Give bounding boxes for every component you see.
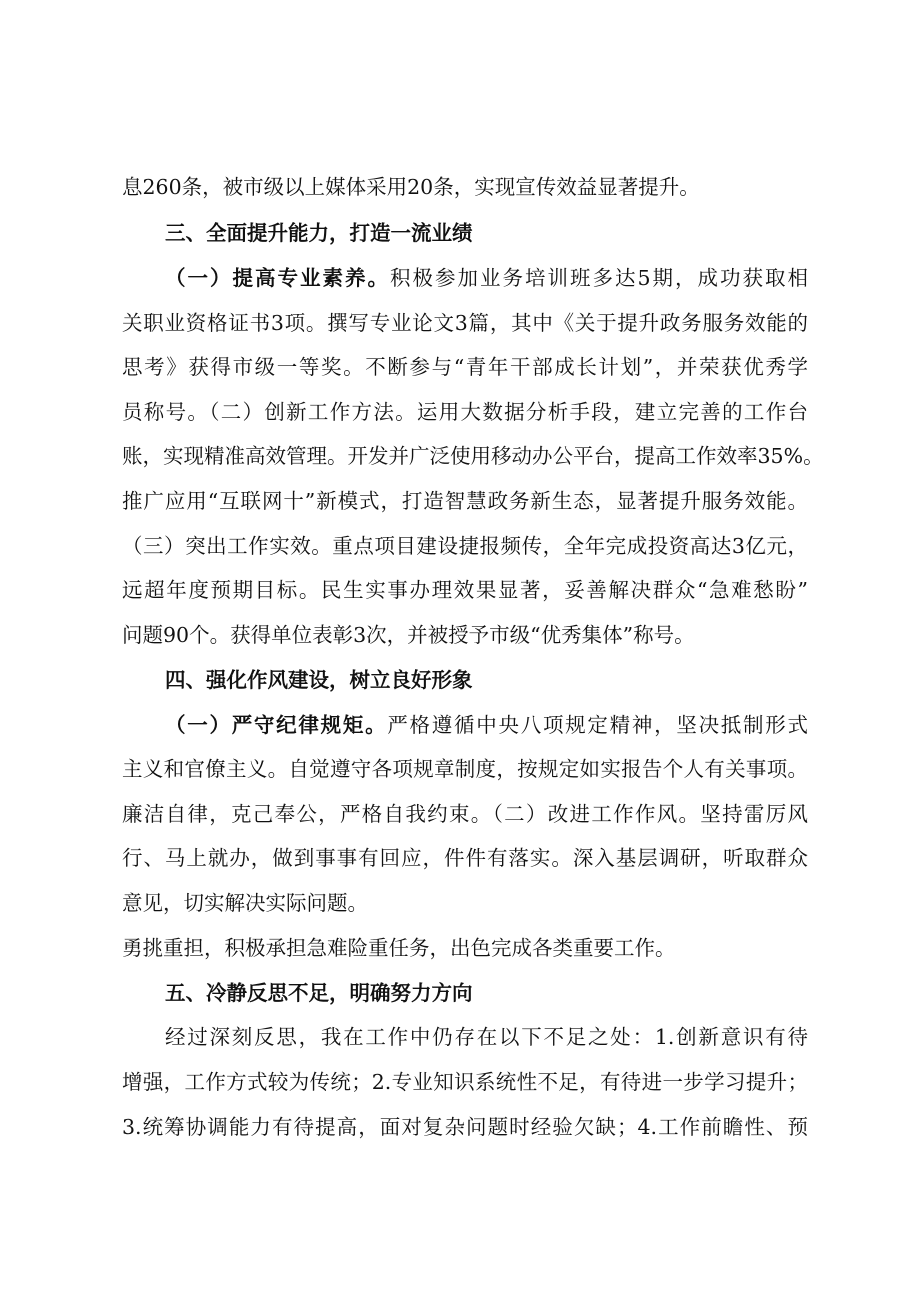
- text-line: 息260条，被市级以上媒体采用20条，实现宣传效益显著提升。: [122, 175, 700, 199]
- text-line: 增强，工作方式较为传统；2.专业知识系统性不足，有待进一步学习提升；: [122, 1070, 808, 1094]
- text-line: 3.统筹协调能力有待提高，面对复杂问题时经验欠缺；4.工作前瞻性、预: [122, 1115, 808, 1139]
- text-line: （三）突出工作实效。重点项目建设捷报频传，全年完成投资高达3亿元，: [122, 534, 808, 558]
- text-line: 主义和官僚主义。自觉遵守各项规章制度，按规定如实报告个人有关事项。: [122, 757, 808, 781]
- text-line: 勇挑重担，积极承担急难险重任务，出色完成各类重要工作。: [122, 936, 676, 960]
- text-line: 账，实现精准高效管理。开发并广泛使用移动办公平台，提高工作效率35%。: [122, 444, 824, 468]
- text-line: 思考》获得市级一等奖。不断参与“青年干部成长计划”，并荣获优秀学: [122, 355, 808, 379]
- section-heading-4: 四、强化作风建设，树立良好形象: [165, 668, 473, 692]
- text-line: 推广应用“互联网十”新模式，打造智慧政务新生态，显著提升服务效能。: [122, 489, 808, 513]
- section-heading-3: 三、全面提升能力，打造一流业绩: [165, 221, 473, 245]
- text-line: 远超年度预期目标。民生实事办理效果显著，妥善解决群众“急难愁盼”: [122, 578, 808, 602]
- text-line: 廉洁自律，克己奉公，严格自我约束。（二）改进工作作风。坚持雷厉风: [122, 802, 808, 826]
- section-heading-5: 五、冷静反思不足，明确努力方向: [165, 981, 473, 1005]
- text-line: 行、马上就办，做到事事有回应，件件有落实。深入基层调研，听取群众: [122, 846, 808, 870]
- text-line: 员称号。（二）创新工作方法。运用大数据分析手段，建立完善的工作台: [122, 400, 808, 424]
- text-line: 经过深刻反思，我在工作中仍存在以下不足之处：1.创新意识有待: [165, 1025, 808, 1049]
- text-line: 意见，切实解决实际问题。: [122, 891, 368, 915]
- text-line: 关职业资格证书3项。撰写专业论文3篇，其中《关于提升政务服务效能的: [122, 311, 808, 335]
- subheading: （一）提高专业素养。: [165, 266, 390, 290]
- text-line: 问题90个。获得单位表彰3次，并被授予市级“优秀集体”称号。: [122, 623, 695, 647]
- text-line: [165, 264, 808, 292]
- text-run: 严格遵循中央八项规定精神，坚决抵制形式: [387, 713, 809, 737]
- subheading: （一）严守纪律规矩。: [165, 713, 388, 737]
- text-line: [165, 711, 808, 739]
- text-run: 积极参加业务培训班多达5期，成功获取相: [389, 266, 808, 290]
